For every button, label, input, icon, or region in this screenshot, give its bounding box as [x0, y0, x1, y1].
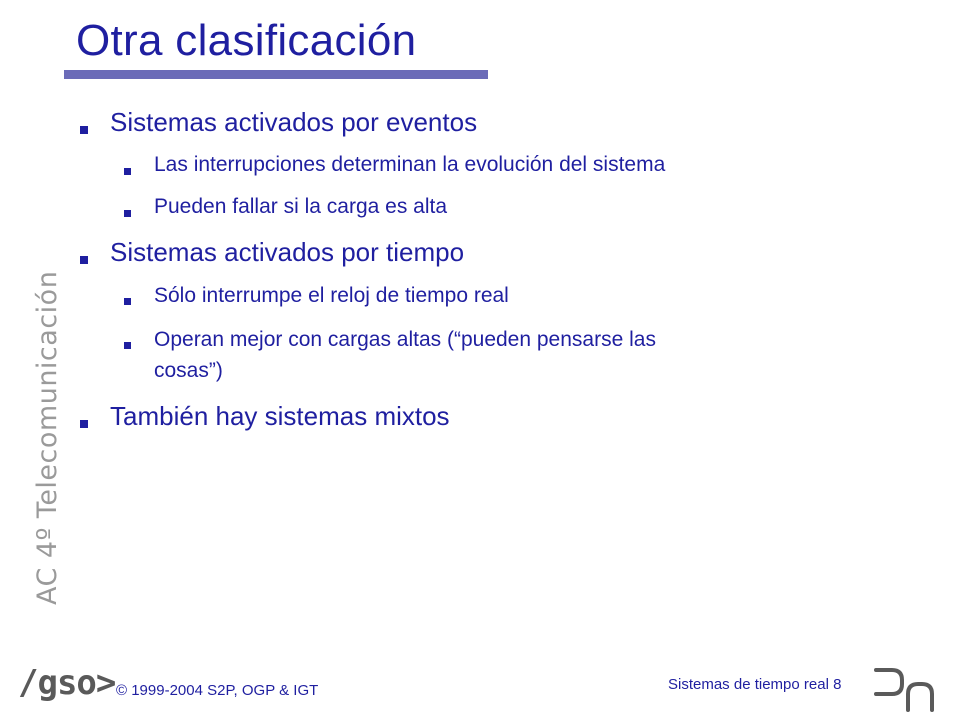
bullet-item: Sistemas activados por tiempo: [110, 237, 465, 267]
bullet-item: Sistemas activados por eventos: [110, 107, 478, 137]
section-name: Sistemas de tiempo real: [668, 676, 829, 693]
bullet-marker: [124, 342, 131, 349]
page-number: 8: [833, 676, 842, 693]
bullet-marker: [80, 420, 88, 428]
bullet-subitem-continuation: cosas”): [154, 359, 223, 382]
bullet-item: También hay sistemas mixtos: [110, 401, 450, 431]
department-logo-icon: [872, 664, 944, 714]
footer-page-info: [668, 676, 841, 693]
copyright-notice: © 1999-2004 S2P, OGP & IGT: [116, 682, 319, 699]
bullet-subitem: Sólo interrumpe el reloj de tiempo real: [154, 284, 509, 307]
bullet-subitem: Operan mejor con cargas altas (“pueden pensarse las: [154, 328, 656, 351]
bullet-marker: [124, 298, 131, 305]
bullet-subitem: Las interrupciones determinan la evolución del sistema: [154, 153, 666, 176]
bullet-marker: [124, 168, 131, 175]
slide-title: Otra clasificación: [76, 16, 417, 65]
bullet-marker: [80, 126, 88, 134]
side-label: AC 4º Telecomunicación: [32, 270, 63, 605]
gso-logo: /gso>: [18, 663, 116, 703]
bullet-subitem: Pueden fallar si la carga es alta: [154, 195, 448, 218]
bullet-marker: [80, 256, 88, 264]
bullet-marker: [124, 210, 131, 217]
